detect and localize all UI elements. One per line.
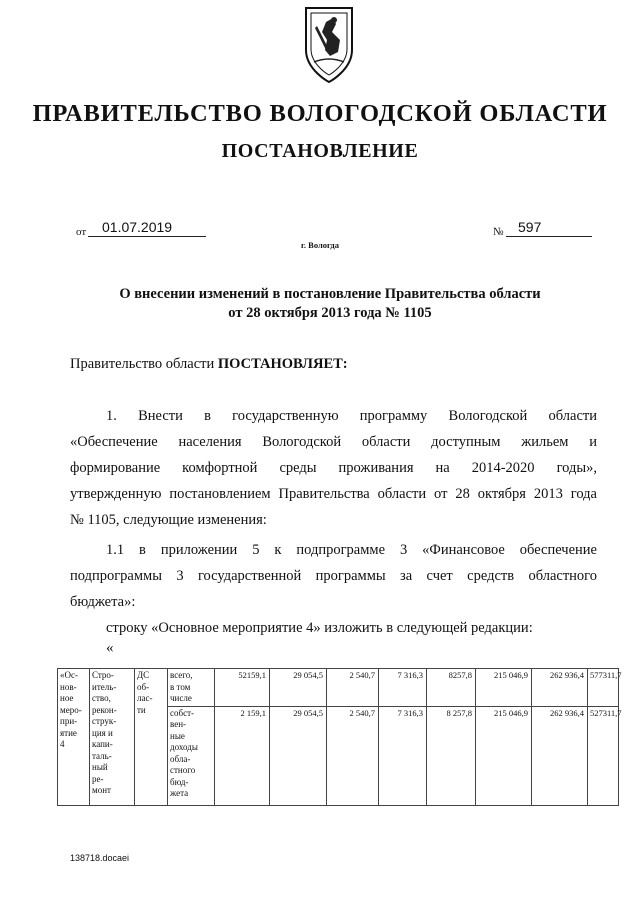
coat-of-arms-icon	[300, 4, 358, 86]
cell-text-line: об-	[137, 681, 150, 692]
value-cell: 8257,8	[427, 669, 476, 707]
subject-line-2: от 28 октября 2013 года № 1105	[228, 305, 432, 321]
paragraph-1-line: формирование комфортной среды проживания на 2014-2020 годы»,	[70, 460, 597, 476]
number-label: №	[493, 226, 504, 238]
value-cell: 7 316,3	[379, 706, 427, 805]
cell-text-line: Стро-	[92, 670, 114, 680]
cell-text-line: ные	[170, 730, 185, 741]
value-cell: 8 257,8	[427, 706, 476, 805]
cell-text-line: капи-	[92, 739, 113, 749]
value-cell: 262 936,4	[532, 669, 588, 707]
value-cell: 2 540,7	[327, 669, 379, 707]
cell-text-line: рекон-	[92, 704, 117, 715]
activity-cell	[58, 669, 90, 806]
value-cell: 52159,1	[215, 669, 270, 707]
city: г. Вологда	[301, 240, 339, 250]
paragraph-3-line: строку «Основное мероприятие 4» изложить в следующей редакции:	[106, 620, 533, 636]
cell-text-line: обла-	[170, 753, 191, 764]
value-cell: 577311,7	[588, 669, 619, 707]
value-cell: 7 316,3	[379, 669, 427, 707]
source-own-revenue-cell	[168, 706, 215, 805]
source-total-cell	[168, 669, 215, 707]
cell-text-line: числе	[170, 693, 192, 703]
cell-text-line: стного	[170, 765, 196, 775]
cell-text-line: таль-	[92, 750, 112, 761]
cell-text-line: жета	[170, 788, 189, 798]
resolves-prefix: Правительство области	[70, 356, 218, 372]
paragraph-1-line: «Обеспечение населения Вологодской области доступным жильем и	[70, 434, 597, 450]
cell-text-line: ДС	[137, 670, 150, 680]
cell-text-line: ция и	[92, 727, 113, 738]
cell-text-line: доходы	[170, 742, 198, 752]
cell-text-line: бюд-	[170, 776, 189, 787]
cell-text-line: собст-	[170, 707, 194, 718]
value-cell: 215 046,9	[476, 669, 532, 707]
resolution-statement	[70, 356, 348, 373]
cell-text-line: ти	[137, 704, 146, 715]
value-cell: 262 936,4	[532, 706, 588, 805]
value-cell: 2 540,7	[327, 706, 379, 805]
cell-text-line: меро-	[60, 704, 82, 715]
paragraph-1-line: № 1105, следующие изменения:	[70, 512, 267, 528]
executor-cell	[135, 669, 168, 806]
paragraph-1	[70, 403, 597, 533]
date-label: от	[76, 226, 87, 238]
cell-text-line: вен-	[170, 719, 187, 729]
value-cell: 2 159,1	[215, 706, 270, 805]
document-number: 597	[518, 219, 542, 235]
paragraph-2	[70, 537, 597, 615]
value-cell: 527311,7	[588, 706, 619, 805]
cell-text-line: струк-	[92, 716, 117, 726]
paragraph-3	[106, 615, 597, 641]
paragraph-1-line: утвержденную постановлением Правительства области от 28 октября 2013 года	[70, 486, 597, 502]
cell-text-line: лас-	[137, 693, 153, 703]
cell-text-line: нов-	[60, 681, 77, 692]
document-date: 01.07.2019	[102, 219, 173, 235]
cell-text-line: ный	[92, 762, 108, 772]
resolves-keyword: ПОСТАНОВЛЯЕТ:	[217, 356, 348, 372]
cell-text-line: 4	[60, 739, 65, 749]
government-title: ПРАВИТЕЛЬСТВО ВОЛОГОДСКОЙ ОБЛАСТИ	[32, 100, 608, 127]
paragraph-2-line: бюджета»:	[70, 594, 136, 610]
paragraph-1-line: 1. Внести в государственную программу Вологодской области	[106, 408, 597, 424]
table-row	[58, 669, 619, 707]
cell-text-line: итель-	[92, 681, 117, 692]
cell-text-line: ное	[60, 693, 74, 703]
cell-text-line: «Ос-	[60, 670, 78, 680]
budget-table	[57, 668, 622, 806]
cell-text-line: ятие	[60, 727, 77, 738]
value-cell: 29 054,5	[270, 669, 327, 707]
activity-name-cell	[90, 669, 135, 806]
paragraph-2-line: 1.1 в приложении 5 к подпрограмме 3 «Финансовое обеспечение	[106, 542, 597, 558]
subject-line-1: О внесении изменений в постановление Правительства области	[119, 286, 541, 302]
value-cell: 29 054,5	[270, 706, 327, 805]
value-cell: 215 046,9	[476, 706, 532, 805]
cell-text-line: при-	[60, 716, 78, 726]
document-type: ПОСТАНОВЛЕНИЕ	[221, 140, 419, 162]
file-name: 138718.docaei	[70, 853, 130, 863]
cell-text-line: всего,	[170, 670, 193, 680]
cell-text-line: ре-	[92, 773, 104, 784]
document-subject	[100, 285, 560, 323]
cell-text-line: монт	[92, 785, 111, 795]
quote-open: «	[106, 640, 114, 656]
cell-text-line: ство,	[92, 693, 111, 703]
paragraph-2-line: подпрограммы 3 государственной программы за счет средств областного	[70, 568, 597, 584]
cell-text-line: в том	[170, 681, 191, 692]
